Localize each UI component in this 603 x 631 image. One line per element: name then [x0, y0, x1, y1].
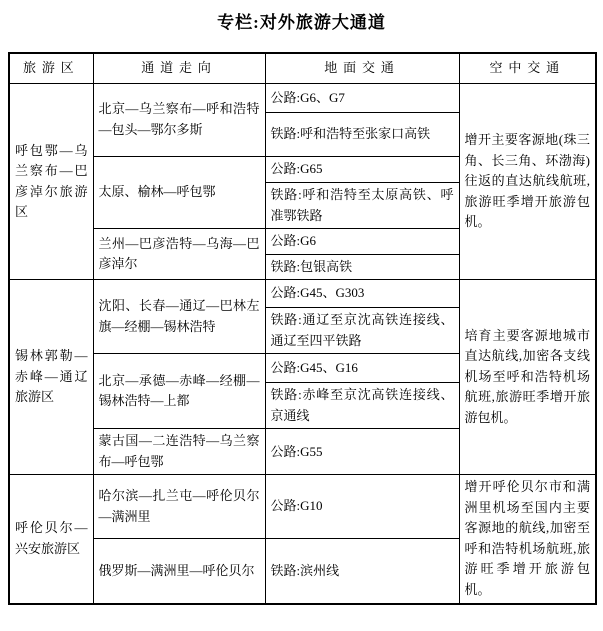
route-cell: 太原、榆林—呼包鄂	[93, 157, 265, 229]
air-cell: 增开呼伦贝尔市和满洲里机场至国内主要客源地的航线,加密至呼和浩特机场航班,旅游旺季增开旅游包机。	[459, 475, 596, 604]
ground-cell: 公路:G45、G16	[265, 354, 459, 383]
column-header-route: 通道走向	[93, 53, 265, 84]
ground-cell: 公路:G65	[265, 157, 459, 183]
tourism-channels-table	[8, 52, 597, 605]
table-row	[9, 84, 596, 113]
ground-cell: 铁路:赤峰至京沈高铁连接线、京通线	[265, 383, 459, 429]
table-body	[9, 84, 596, 604]
column-header-area: 旅游区	[9, 53, 93, 84]
ground-cell: 公路:G45、G303	[265, 280, 459, 308]
column-header-air: 空中交通	[459, 53, 596, 84]
route-cell: 俄罗斯—满洲里—呼伦贝尔	[93, 539, 265, 604]
route-cell: 哈尔滨—扎兰屯—呼伦贝尔—满洲里	[93, 475, 265, 539]
area-cell: 锡林郭勒—赤峰—通辽旅游区	[9, 280, 93, 475]
table-row	[9, 280, 596, 308]
column-header-ground: 地面交通	[265, 53, 459, 84]
ground-cell: 公路:G6、G7	[265, 84, 459, 113]
route-cell: 蒙古国—二连浩特—乌兰察布—呼包鄂	[93, 429, 265, 475]
ground-cell: 公路:G6	[265, 229, 459, 255]
page-title: 专栏:对外旅游大通道	[217, 13, 386, 32]
route-cell: 北京—乌兰察布—呼和浩特—包头—鄂尔多斯	[93, 84, 265, 157]
route-cell: 兰州—巴彦浩特—乌海—巴彦淖尔	[93, 229, 265, 280]
table-row	[9, 475, 596, 539]
ground-cell: 铁路:滨州线	[265, 539, 459, 604]
air-cell: 培育主要客源地城市直达航线,加密各支线机场至呼和浩特机场航班,旅游旺季增开旅游包机。	[459, 280, 596, 475]
route-cell: 北京—承德—赤峰—经棚—锡林浩特—上都	[93, 354, 265, 429]
area-cell: 呼包鄂—乌兰察布—巴彦淖尔旅游区	[9, 84, 93, 280]
header-row	[9, 53, 596, 84]
air-cell: 增开主要客源地(珠三角、长三角、环渤海)往返的直达航线航班,旅游旺季增开旅游包机。	[459, 84, 596, 280]
ground-cell: 公路:G10	[265, 475, 459, 539]
route-cell: 沈阳、长春—通辽—巴林左旗—经棚—锡林浩特	[93, 280, 265, 354]
area-cell: 呼伦贝尔—兴安旅游区	[9, 475, 93, 604]
ground-cell: 铁路:通辽至京沈高铁连接线、通辽至四平铁路	[265, 308, 459, 354]
ground-cell: 公路:G55	[265, 429, 459, 475]
ground-cell: 铁路:呼和浩特至太原高铁、呼准鄂铁路	[265, 183, 459, 229]
table-header	[9, 53, 596, 84]
ground-cell: 铁路:包银高铁	[265, 254, 459, 280]
ground-cell: 铁路:呼和浩特至张家口高铁	[265, 113, 459, 157]
